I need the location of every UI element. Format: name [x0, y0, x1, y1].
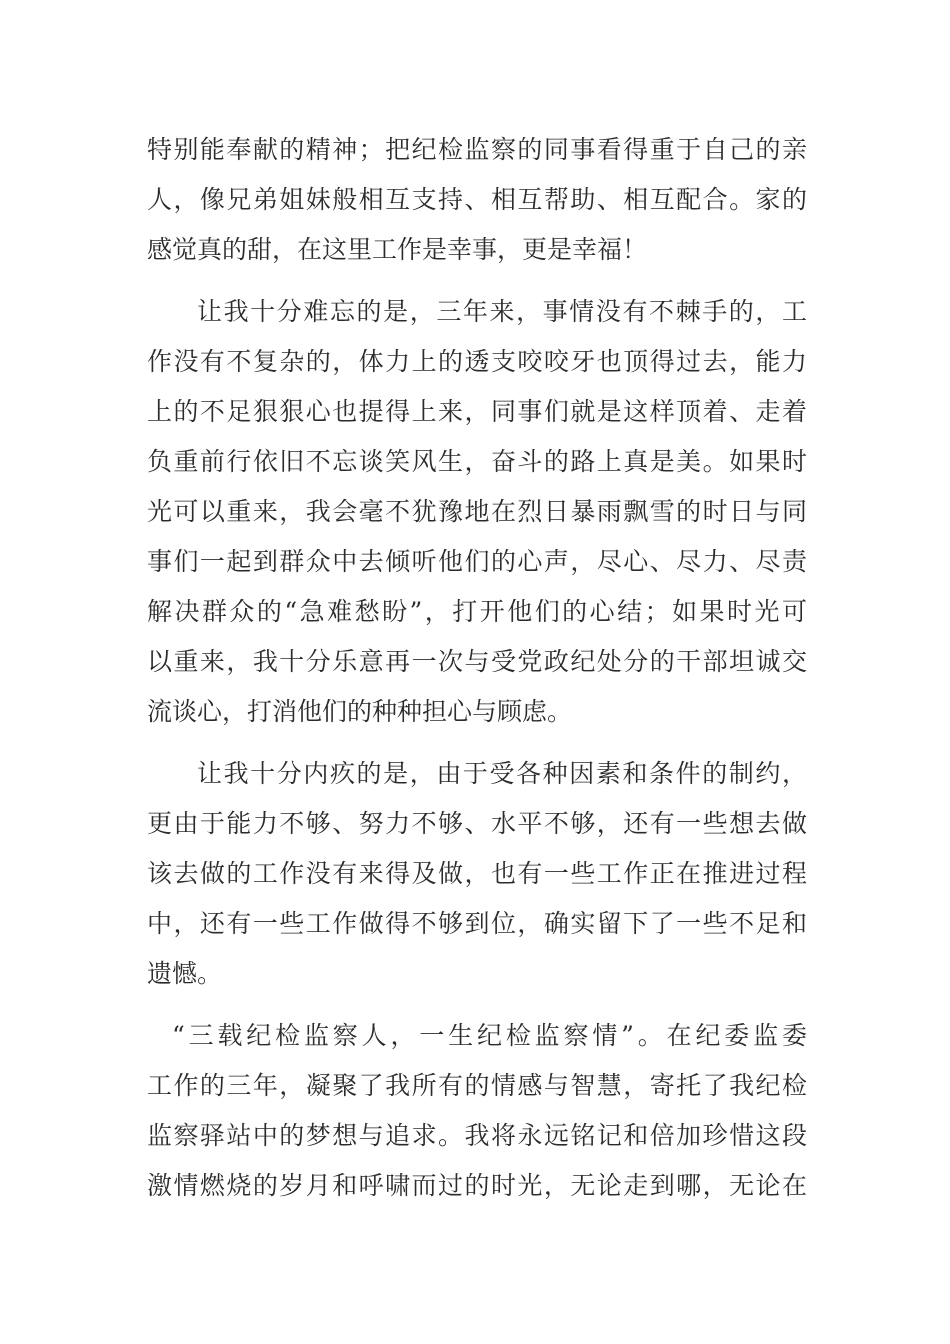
paragraph-first-line: 让我十分难忘的是，三年来，事情没有不棘手的，工	[197, 297, 807, 326]
text-line: 作没有不复杂的，体力上的透支咬咬牙也顶得过去，能力	[147, 347, 807, 376]
text-line: 激情燃烧的岁月和呼啸而过的时光，无论走到哪，无论在	[147, 1171, 807, 1200]
text-line: 特别能奉献的精神；把纪检监察的同事看得重于自己的亲	[147, 135, 807, 164]
text-line: 以重来，我十分乐意再一次与受党政纪处分的干部坦诚交	[147, 647, 807, 676]
paragraph-first-line: “三载纪检监察人，一生纪检监察情”。在纪委监委	[172, 1021, 807, 1050]
text-line: 人，像兄弟姐妹般相互支持、相互帮助、相互配合。家的	[147, 185, 807, 214]
text-line: 更由于能力不够、努力不够、水平不够，还有一些想去做	[147, 809, 807, 838]
text-line: 感觉真的甜，在这里工作是幸事，更是幸福！	[147, 235, 648, 264]
text-line: 该去做的工作没有来得及做，也有一些工作正在推进过程	[147, 859, 807, 888]
text-line: 中，还有一些工作做得不够到位，确实留下了一些不足和	[147, 909, 807, 938]
text-line: 工作的三年，凝聚了我所有的情感与智慧，寄托了我纪检	[147, 1071, 807, 1100]
text-line: 解决群众的“急难愁盼”，打开他们的心结；如果时光可	[147, 597, 807, 626]
text-line: 上的不足狠狠心也提得上来，同事们就是这样顶着、走着	[147, 397, 807, 426]
text-line: 事们一起到群众中去倾听他们的心声，尽心、尽力、尽责	[147, 547, 807, 576]
text-line: 监察驿站中的梦想与追求。我将永远铭记和倍加珍惜这段	[147, 1121, 807, 1150]
paragraph-first-line: 让我十分内疚的是，由于受各种因素和条件的制约，	[197, 759, 807, 788]
text-line: 流谈心，打消他们的种种担心与顾虑。	[147, 697, 573, 726]
text-line: 遗憾。	[147, 959, 223, 988]
text-line: 负重前行依旧不忘谈笑风生，奋斗的路上真是美。如果时	[147, 447, 807, 476]
text-line: 光可以重来，我会毫不犹豫地在烈日暴雨飘雪的时日与同	[147, 497, 807, 526]
